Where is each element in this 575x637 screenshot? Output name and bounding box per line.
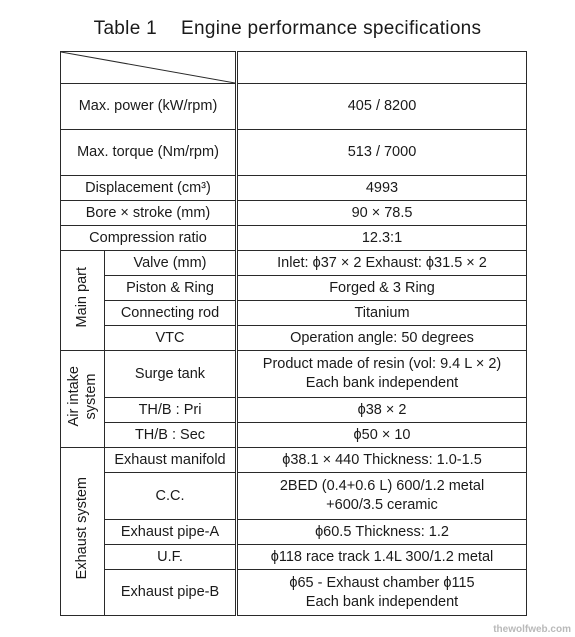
empty-header-cell: [237, 52, 527, 84]
row-value: Titanium: [237, 301, 527, 326]
group-label-air-intake: [61, 351, 105, 448]
table-caption: Engine performance specifications: [181, 18, 482, 39]
row-label: TH/B : Sec: [105, 423, 237, 448]
row-value: 513 / 7000: [237, 130, 527, 176]
row-value: ϕ65 - Exhaust chamber ϕ115 Each bank independent: [237, 570, 527, 616]
row-label: Displacement (cm³): [61, 176, 237, 201]
table-row: [61, 176, 527, 201]
group-label-text: Exhaust system: [74, 477, 90, 580]
table-row: [61, 423, 527, 448]
spec-table: [60, 51, 527, 616]
row-value: ϕ38 × 2: [237, 398, 527, 423]
row-label: Connecting rod: [105, 301, 237, 326]
table-title: [0, 18, 575, 40]
row-value: Operation angle: 50 degrees: [237, 326, 527, 351]
group-label-text: Main part: [74, 267, 90, 328]
row-value: ϕ60.5 Thickness: 1.2: [237, 520, 527, 545]
group-label-text: Air intake system: [65, 365, 99, 427]
row-label: Max. torque (Nm/rpm): [61, 130, 237, 176]
watermark-text: thewolfweb.com: [493, 624, 571, 635]
table-row: [61, 130, 527, 176]
row-value: Forged & 3 Ring: [237, 276, 527, 301]
row-value: 2BED (0.4+0.6 L) 600/1.2 metal +600/3.5 ceramic: [237, 473, 527, 520]
row-value: 405 / 8200: [237, 84, 527, 130]
row-label: VTC: [105, 326, 237, 351]
table-row: [61, 251, 527, 276]
table-row: [61, 226, 527, 251]
table-row: [61, 520, 527, 545]
row-label: Surge tank: [105, 351, 237, 398]
row-value: ϕ38.1 × 440 Thickness: 1.0-1.5: [237, 448, 527, 473]
row-label: Exhaust pipe-B: [105, 570, 237, 616]
row-value: Inlet: ϕ37 × 2 Exhaust: ϕ31.5 × 2: [237, 251, 527, 276]
row-value: Product made of resin (vol: 9.4 L × 2) Each bank independent: [237, 351, 527, 398]
table-row: [61, 301, 527, 326]
diagonal-header-cell: [61, 52, 237, 84]
table-row: [61, 276, 527, 301]
table-row: [61, 545, 527, 570]
table-number: Table 1: [93, 18, 158, 39]
table-row: [61, 326, 527, 351]
row-label: C.C.: [105, 473, 237, 520]
table-row: [61, 570, 527, 616]
row-label: Max. power (kW/rpm): [61, 84, 237, 130]
row-label: Compression ratio: [61, 226, 237, 251]
row-label: Piston & Ring: [105, 276, 237, 301]
row-value: 4993: [237, 176, 527, 201]
group-label-exhaust: [61, 448, 105, 616]
table-row: [61, 398, 527, 423]
row-label: Bore × stroke (mm): [61, 201, 237, 226]
diagonal-line: [61, 52, 235, 83]
table-row: [61, 473, 527, 520]
table-row: [61, 448, 527, 473]
row-value: ϕ118 race track 1.4L 300/1.2 metal: [237, 545, 527, 570]
row-label: Exhaust manifold: [105, 448, 237, 473]
table-row: [61, 351, 527, 398]
row-label: Valve (mm): [105, 251, 237, 276]
row-value: 12.3:1: [237, 226, 527, 251]
table-row: [61, 201, 527, 226]
row-value: 90 × 78.5: [237, 201, 527, 226]
row-value: ϕ50 × 10: [237, 423, 527, 448]
table-row: [61, 84, 527, 130]
row-label: Exhaust pipe-A: [105, 520, 237, 545]
header-row: [61, 52, 527, 84]
row-label: TH/B : Pri: [105, 398, 237, 423]
group-label-main-part: [61, 251, 105, 351]
row-label: U.F.: [105, 545, 237, 570]
